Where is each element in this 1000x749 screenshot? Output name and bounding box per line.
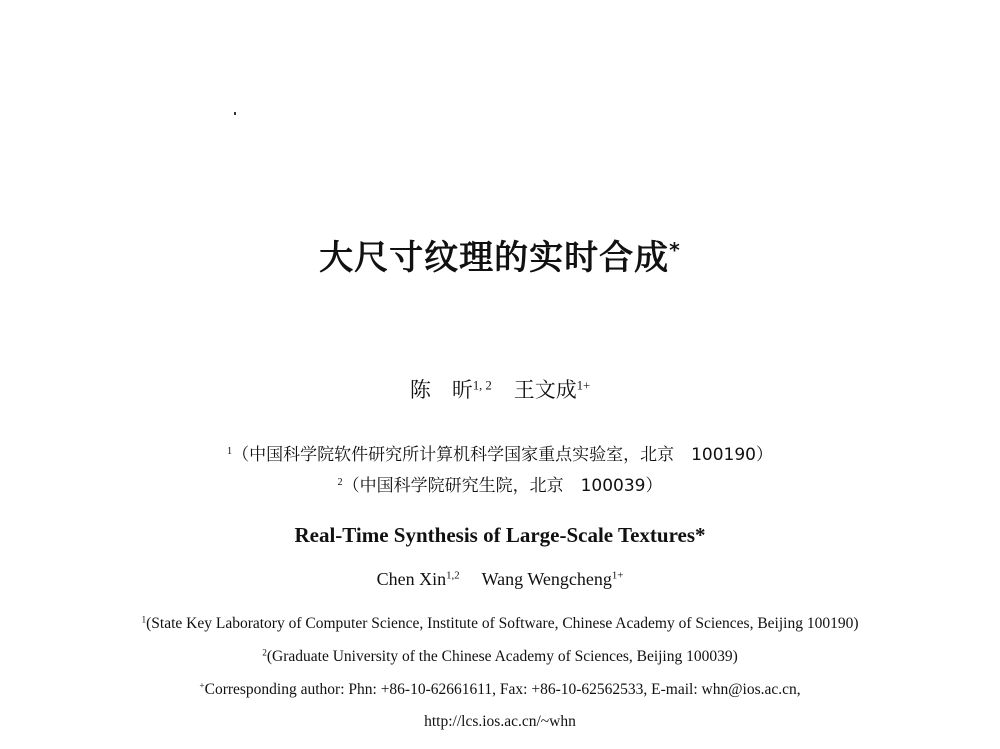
- authors-chinese: [0, 374, 1000, 404]
- corresponding-mark: +: [199, 681, 205, 692]
- author-affiliation-mark: 1,2: [446, 569, 460, 582]
- author-affiliation-mark: 1+: [611, 569, 624, 582]
- author-name: Chen Xin: [376, 569, 447, 589]
- affiliation-number: 2: [337, 476, 343, 488]
- corresponding-text: Corresponding author: Phn: +86-10-62661611, Fax: +86-10-62562533, E-mail: whn@ios.ac.cn,: [204, 681, 801, 698]
- affiliation-text: (Graduate University of the Chinese Academy of Sciences, Beijing 100039): [266, 648, 738, 665]
- affiliation-text: (State Key Laboratory of Computer Science, Institute of Software, Chinese Academy of Sciences, Beijing 100190): [146, 615, 859, 632]
- authors-english: [0, 569, 1000, 590]
- title-text: 大尺寸纹理的实时合成: [319, 238, 670, 278]
- author-affiliation-mark: 1, 2: [472, 378, 492, 393]
- affiliation-chinese-1: [0, 440, 1000, 465]
- affiliation-chinese-2: [0, 471, 1000, 496]
- author-url: http://lcs.ios.ac.cn/~whn: [424, 713, 576, 730]
- affiliation-number: 2: [262, 648, 267, 659]
- affiliation-number: 1: [141, 615, 147, 626]
- author-name: Wang Wengcheng: [481, 569, 612, 589]
- author-affiliation-mark: 1+: [576, 378, 591, 393]
- affiliation-text: （中国科学院软件研究所计算机科学国家重点实验室，北京 100190）: [232, 445, 773, 465]
- paper-title-chinese: [0, 230, 1000, 279]
- paper-title-english: Real-Time Synthesis of Large-Scale Textures*: [294, 523, 706, 547]
- affiliation-english-2: [0, 648, 1000, 666]
- author-name: 王文成: [513, 378, 577, 402]
- affiliation-english-1: [0, 615, 1000, 633]
- author-name: 陈 昕: [409, 378, 473, 402]
- affiliation-number: 1: [227, 445, 233, 457]
- title-footnote-mark: *: [669, 237, 681, 262]
- corresponding-author: [0, 681, 1000, 699]
- scan-speck: [234, 112, 236, 115]
- affiliation-text: （中国科学院研究生院，北京 100039）: [342, 476, 663, 496]
